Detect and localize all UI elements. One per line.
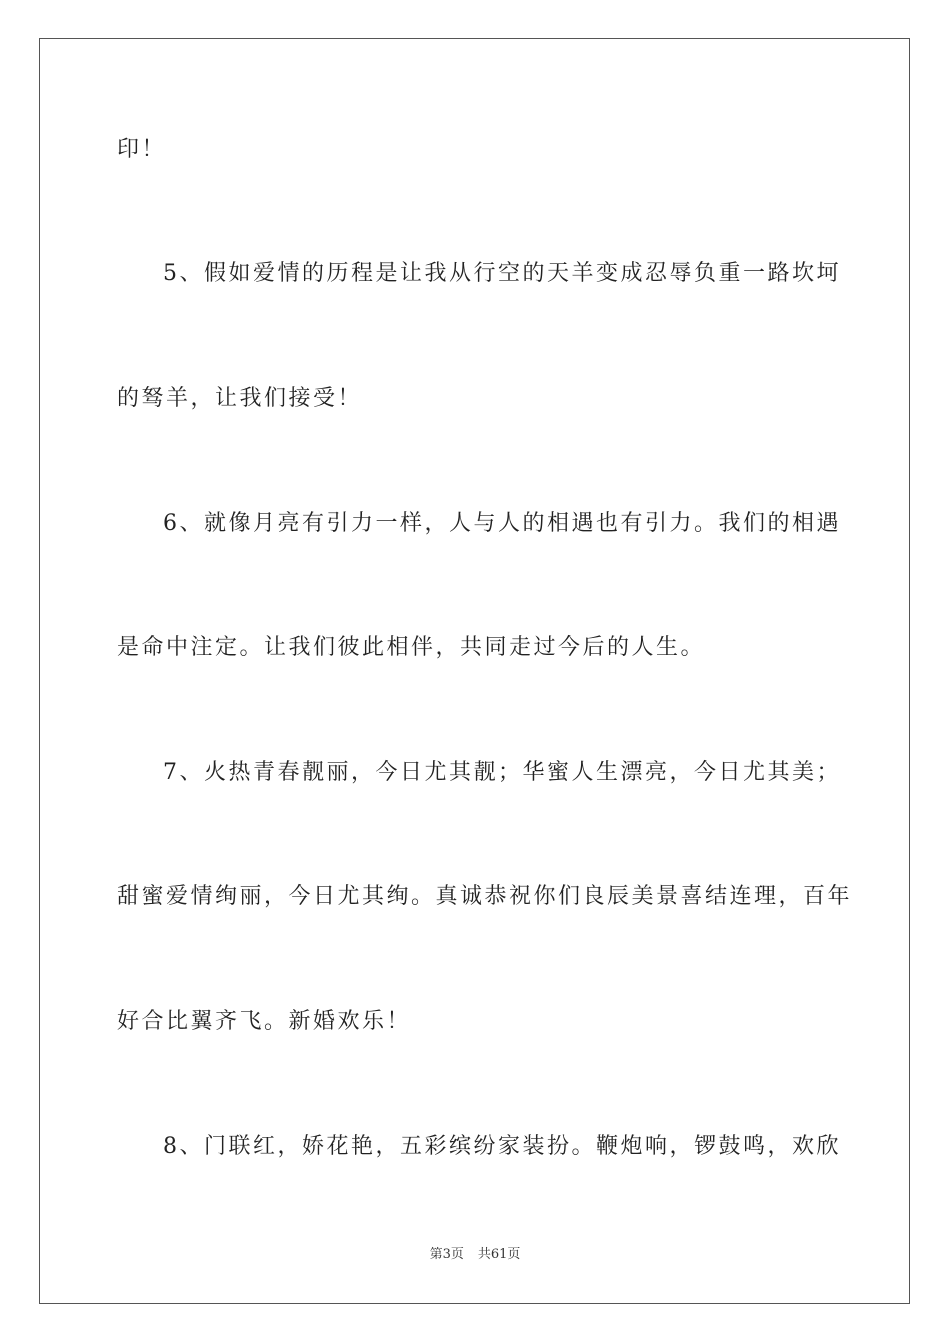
text-line-6: 7、火热青春靓丽，今日尤其靓；华蜜人生漂亮，今日尤其美； (163, 760, 841, 785)
page-footer (0, 1248, 950, 1261)
text-line-1: 印！ (117, 137, 167, 162)
text-line-8: 好合比翼齐飞。新婚欢乐！ (117, 1009, 412, 1034)
text-line-5: 是命中注定。让我们彼此相伴，共同走过今后的人生。 (117, 635, 706, 660)
text-line-4: 6、就像月亮有引力一样，人与人的相遇也有引力。我们的相遇 (163, 511, 841, 536)
text-line-3: 的驽羊，让我们接受！ (117, 386, 363, 411)
text-line-2: 5、假如爱情的历程是让我从行空的天羊变成忍辱负重一路坎坷 (163, 261, 841, 286)
page-number: 第3页 (429, 1247, 464, 1262)
page-frame (39, 38, 910, 1304)
page-total: 共61页 (477, 1247, 521, 1262)
text-line-9: 8、门联红，娇花艳，五彩缤纷家装扮。鞭炮响，锣鼓鸣，欢欣 (163, 1134, 841, 1159)
text-line-7: 甜蜜爱情绚丽，今日尤其绚。真诚恭祝你们良辰美景喜结连理，百年 (117, 884, 853, 909)
